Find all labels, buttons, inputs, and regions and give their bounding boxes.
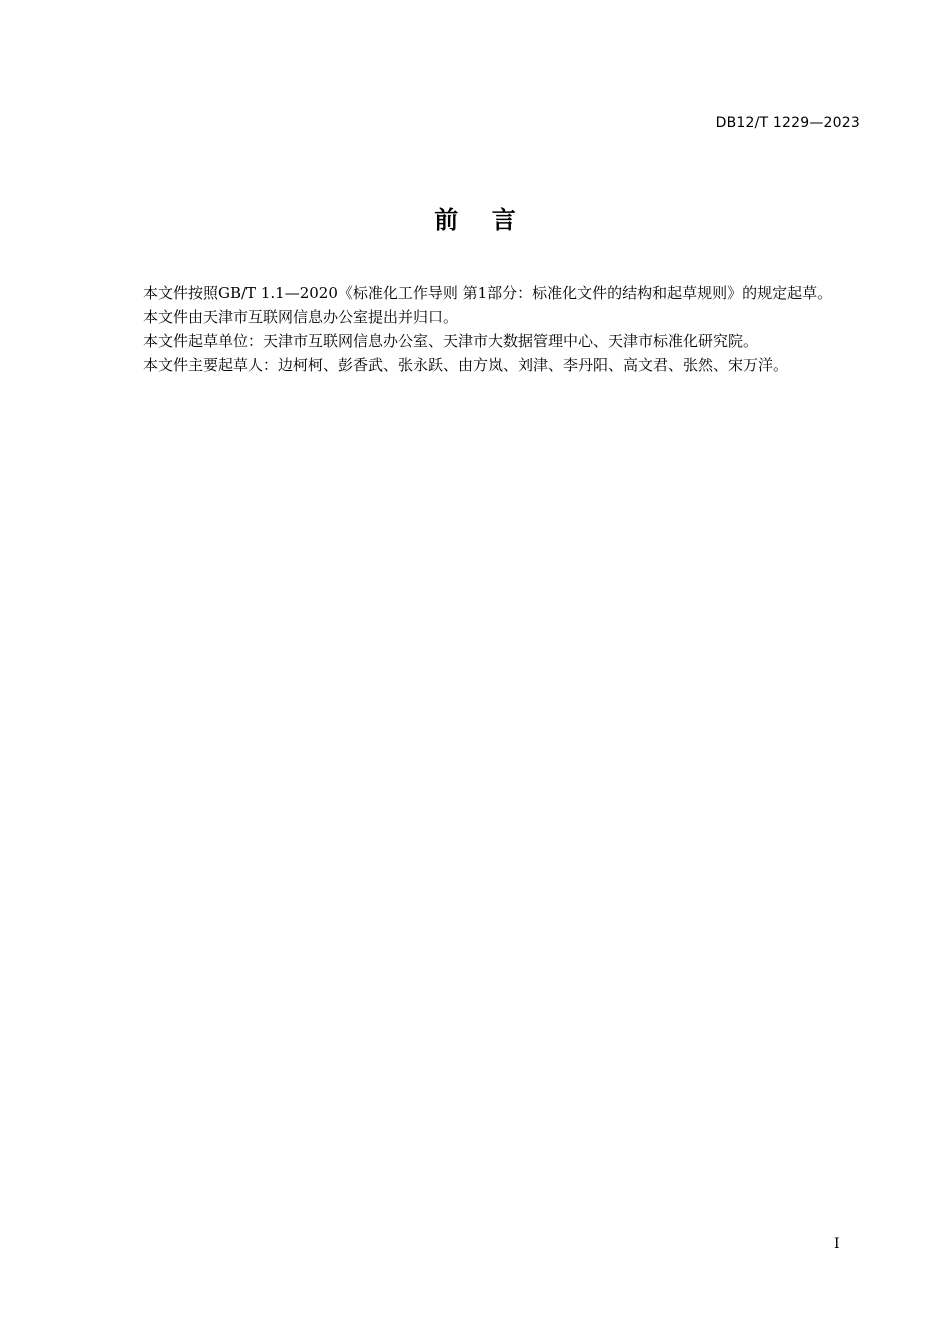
foreword-body xyxy=(113,281,860,377)
page-number: I xyxy=(834,1236,840,1252)
document-code: DB12/T 1229—2023 xyxy=(715,115,860,131)
paragraph-drafting-units: 本文件起草单位：天津市互联网信息办公室、天津市大数据管理中心、天津市标准化研究院。 xyxy=(143,332,759,350)
paragraph-drafters: 本文件主要起草人：边柯柯、彭香武、张永跃、由方岚、刘津、李丹阳、高文君、张然、宋万洋。 xyxy=(143,356,789,374)
paragraph-drafting-rules: 本文件按照GB/T 1.1—2020《标准化工作导则 第1部分：标准化文件的结构和起草规则》的规定起草。 xyxy=(143,284,833,302)
page-title: 前 言 xyxy=(434,206,516,234)
paragraph-proposer: 本文件由天津市互联网信息办公室提出并归口。 xyxy=(143,308,459,326)
